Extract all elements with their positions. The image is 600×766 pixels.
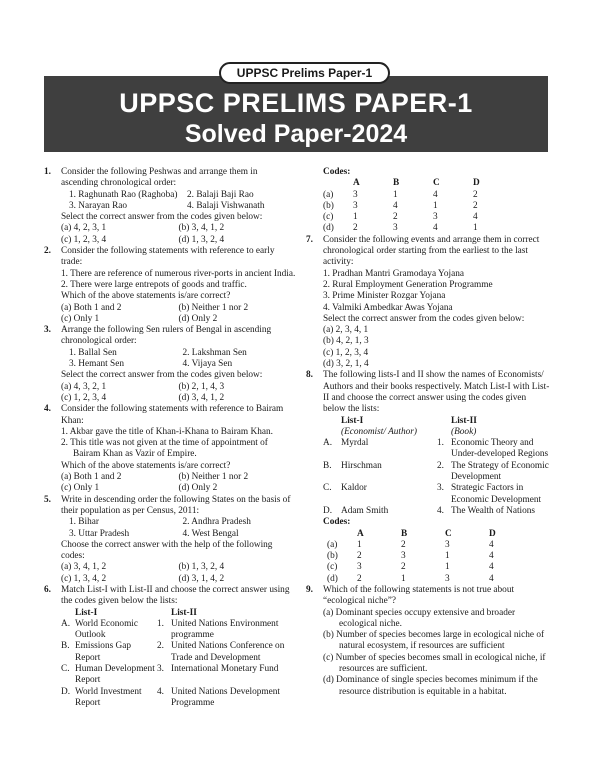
item: 1. Bihar	[69, 517, 99, 528]
option-c: (c) 1, 2, 3, 4	[61, 234, 107, 245]
question-6-codes	[306, 167, 550, 235]
option-b: (b) Number of species becomes large in ecological niche of natural ecosystem, if resources are sufficient	[323, 630, 545, 652]
item: 2. Rural Employment Generation Programme	[323, 279, 493, 290]
item: 3. Narayan Rao	[69, 200, 128, 211]
code-row: (c) 1 2 3 4	[323, 212, 478, 223]
list2-key: 2.	[157, 641, 164, 652]
list2-key: 3.	[437, 483, 444, 494]
option-a: (a) Both 1 and 2	[61, 472, 122, 483]
question-text: The following lists-I and II show the names of Economists/ Authors and their books respectively. Match List-I with List-II and choose the correct answer using the codes given below the lists:	[323, 370, 550, 415]
match-row	[61, 619, 296, 642]
question-3	[44, 325, 296, 404]
list1-item: Emissions Gap Report	[75, 641, 132, 663]
codes-label: Codes:	[323, 517, 351, 528]
question-number: 6.	[44, 584, 51, 595]
list2-heading: List-II	[451, 415, 477, 426]
instruction: Select the correct answer from the codes given below:	[61, 212, 263, 223]
question-text: Which of the following statements is not true about “ecological niche”?	[323, 584, 515, 607]
list2-key: 1.	[157, 618, 164, 629]
option-b: (b) 1, 3, 2, 4	[178, 562, 225, 573]
option-a: (a) 4, 3, 2, 1	[61, 381, 107, 392]
list2-key: 4.	[437, 505, 444, 516]
match-row	[323, 461, 550, 484]
option-c: (c) 1, 3, 4, 2	[61, 573, 107, 584]
list2-item: United Nations Environment programme	[171, 618, 279, 641]
code-row: (d) 2 1 3 4	[327, 573, 494, 584]
list2-item: International Monetary Fund	[171, 664, 279, 675]
list1-item: World Investment Report	[75, 686, 142, 708]
instruction: Which of the above statements is/are correct?	[61, 291, 231, 302]
question-9	[306, 585, 550, 698]
option-d: (d) 3, 4, 1, 2	[178, 392, 225, 403]
list1-key: B.	[323, 460, 332, 471]
option-d: (d) Only 2	[178, 483, 218, 494]
question-number: 4.	[44, 404, 51, 415]
option-d: (d) Dominance of single species becomes minimum if the resource distribution is equitable in a habitat.	[323, 675, 538, 697]
list2-key: 3.	[157, 664, 164, 675]
item: 2. Balaji Baji Rao	[187, 189, 254, 200]
question-number: 7.	[306, 234, 313, 245]
option-d: (d) 3, 1, 4, 2	[178, 573, 225, 584]
list2-subheading: (Book)	[451, 426, 477, 437]
statement: 2. There were large entrepots of goods and traffic.	[61, 279, 247, 290]
option-a: (a) Both 1 and 2	[61, 302, 122, 313]
question-4	[44, 404, 296, 494]
list1-key: B.	[61, 641, 70, 652]
option-c: (c) Only 1	[61, 483, 100, 494]
question-number: 9.	[306, 584, 313, 595]
code-row: (c) 3 2 1 4	[327, 562, 494, 573]
option-c: (c) 1, 2, 3, 4	[61, 392, 107, 403]
code-row: (b) 3 4 1 2	[323, 200, 478, 211]
list1-key: C.	[61, 664, 70, 675]
list1-item: Kaldor	[341, 483, 367, 494]
match-row	[61, 641, 296, 664]
option-b: (b) Neither 1 nor 2	[178, 302, 249, 313]
option-c: (c) Only 1	[61, 313, 100, 324]
question-number: 1.	[44, 167, 51, 177]
statement: 2. This title was not given at the time of appointment of Bairam Khan as Vazir of Empire.	[61, 438, 268, 460]
list2-key: 4.	[157, 686, 164, 697]
option-c: (c) 1, 2, 3, 4	[323, 347, 369, 358]
codes-header: A B C D	[357, 528, 496, 539]
question-text: Consider the following statements with reference to early trade:	[61, 246, 275, 268]
option-b: (b) 3, 4, 1, 2	[178, 223, 225, 234]
statement: 1. There are reference of numerous river-ports in ancient India.	[61, 268, 296, 279]
item: 4. Valmiki Ambedkar Awas Yojana	[323, 302, 453, 313]
item: 4. West Bengal	[182, 528, 239, 539]
list1-key: A.	[61, 618, 71, 629]
item: 3. Prime Minister Rozgar Yojana	[323, 291, 446, 302]
question-text: Match List-I with List-II and choose the correct answer using the codes given below the lists:	[61, 584, 290, 607]
option-a: (a) 3, 4, 1, 2	[61, 562, 107, 573]
list1-item: World Economic Outlook	[75, 618, 139, 641]
list2-item: United Nations Conference on Trade and Development	[171, 641, 285, 663]
list2-item: United Nations Development Programme	[171, 686, 280, 708]
list1-heading: List-I	[75, 607, 98, 618]
question-number: 3.	[44, 325, 51, 336]
list2-item: The Wealth of Nations	[451, 505, 536, 516]
list1-item: Adam Smith	[341, 505, 389, 516]
question-8	[306, 370, 550, 585]
list1-subheading: (Economist/ Author)	[341, 426, 418, 437]
option-a: (a) 4, 2, 3, 1	[61, 223, 107, 234]
match-row	[61, 687, 296, 710]
list1-item: Myrdal	[341, 438, 369, 449]
question-2	[44, 246, 296, 325]
item: 1. Raghunath Rao (Raghoba)	[69, 189, 178, 200]
instruction: Which of the above statements is/are correct?	[61, 460, 231, 471]
statement: 1. Akbar gave the title of Khan-i-Khana to Bairam Khan.	[61, 426, 273, 437]
match-row	[323, 438, 550, 461]
item: 1. Ballal Sen	[69, 347, 117, 358]
codes-label: Codes:	[323, 167, 351, 177]
question-5	[44, 495, 296, 585]
question-text: Consider the following statements with reference to Bairam Khan:	[61, 404, 284, 426]
option-b: (b) Neither 1 nor 2	[178, 472, 249, 483]
list1-heading: List-I	[341, 415, 364, 426]
option-d: (d) 1, 3, 2, 4	[178, 234, 225, 245]
option-c: (c) Number of species becomes small in ecological niche, if resources are sufficient.	[323, 652, 546, 675]
item: 4. Balaji Vishwanath	[187, 200, 265, 211]
code-row: (a) 3 1 4 2	[323, 189, 478, 200]
title-banner	[44, 76, 548, 152]
list1-item: Human Development Report	[75, 664, 155, 686]
option-a: (a) 2, 3, 4, 1	[323, 325, 369, 336]
instruction: Select the correct answer from the codes given below:	[323, 313, 525, 324]
question-text: Arrange the following Sen rulers of Bengal in ascending chronological order:	[61, 325, 272, 347]
option-d: (d) Only 2	[178, 313, 218, 324]
list1-key: A.	[323, 438, 333, 449]
question-text: Consider the following Peshwas and arrange them in ascending chronological order:	[61, 167, 258, 189]
page-subtitle: Solved Paper-2024	[184, 120, 408, 148]
question-1	[44, 167, 296, 246]
item: 1. Pradhan Mantri Gramodaya Yojana	[323, 268, 464, 279]
option-b: (b) 4, 2, 1, 3	[323, 336, 369, 347]
list1-key: D.	[61, 686, 71, 697]
list1-item: Hirschman	[341, 460, 382, 471]
question-number: 2.	[44, 246, 51, 257]
item: 3. Uttar Pradesh	[69, 528, 130, 539]
question-text: Write in descending order the following States on the basis of their population as per Census, 2011:	[61, 494, 291, 516]
instruction: Select the correct answer from the codes given below:	[61, 370, 263, 381]
item: 2. Andhra Pradesh	[182, 517, 251, 528]
option-b: (b) 2, 1, 4, 3	[178, 381, 225, 392]
code-row: (b) 2 3 1 4	[327, 551, 494, 562]
match-row	[61, 664, 296, 687]
item: 3. Hemant Sen	[69, 359, 124, 370]
list2-heading: List-II	[171, 607, 197, 618]
question-text: Consider the following events and arrange them in correct chronological order starting from the earliest to the last activity:	[323, 234, 540, 268]
codes-header: A B C D	[353, 178, 480, 189]
question-number: 8.	[306, 370, 313, 381]
option-a: (a) Dominant species occupy extensive and broader ecological niche.	[323, 607, 516, 629]
page-title: UPPSC PRELIMS PAPER-1	[119, 88, 473, 118]
list2-key: 2.	[437, 460, 444, 471]
list2-item: Economic Theory and Under-developed Regions	[451, 438, 549, 460]
option-d: (d) 3, 2, 1, 4	[323, 359, 369, 370]
item: 2. Lakshman Sen	[182, 347, 247, 358]
list2-item: Strategic Factors in Economic Development	[451, 483, 542, 505]
question-7	[306, 235, 550, 371]
list1-key: D.	[323, 505, 333, 516]
section-tag: UPPSC Prelims Paper-1	[219, 62, 390, 84]
instruction: Choose the correct answer with the help of the following codes:	[61, 539, 273, 562]
code-row: (d) 2 3 4 1	[323, 223, 478, 234]
list1-key: C.	[323, 483, 332, 494]
match-row	[323, 506, 550, 517]
question-6	[44, 585, 296, 709]
right-column	[306, 167, 550, 698]
code-row: (a) 1 2 3 4	[327, 539, 494, 550]
match-row	[323, 483, 550, 506]
question-number: 5.	[44, 494, 51, 505]
list2-item: The Strategy of Economic Development	[451, 460, 549, 483]
item: 4. Vijaya Sen	[182, 359, 233, 370]
list2-key: 1.	[437, 438, 444, 449]
left-column	[44, 167, 296, 709]
